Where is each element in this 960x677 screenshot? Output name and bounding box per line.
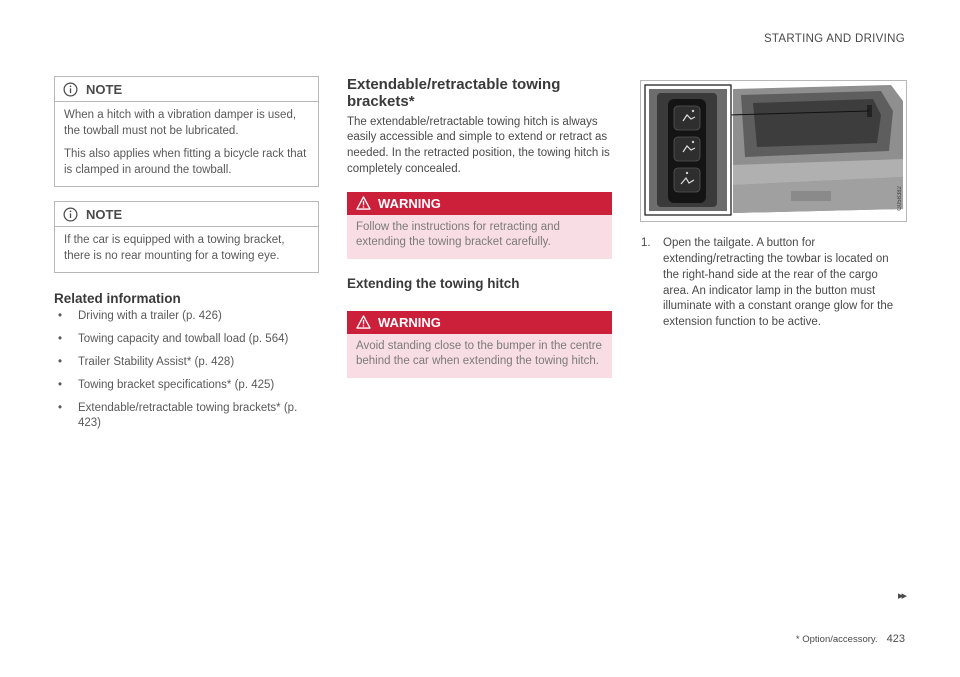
- warning-header: [347, 311, 612, 334]
- related-information-list: [54, 309, 319, 431]
- note-box-2: [54, 201, 319, 273]
- note-box-1: [54, 76, 319, 187]
- intro-paragraph: The extendable/retractable towing hitch is always easily accessible and simple to extend or retract as needed. In the retracted position, the towing hitch is completely concealed.: [347, 115, 610, 176]
- info-circle-icon: [63, 207, 78, 222]
- extending-hitch-heading: Extending the towing hitch: [347, 275, 520, 291]
- note-paragraph: This also applies when fitting a bicycle rack that is clamped in around the towball.: [64, 148, 307, 176]
- section-title: Extendable/retractable towing brackets*: [347, 76, 561, 111]
- note-header: [55, 202, 318, 227]
- note-title: NOTE: [86, 82, 123, 97]
- column-right: [640, 78, 907, 331]
- note-body: [55, 102, 318, 186]
- page-number: 423: [886, 633, 905, 645]
- warning-title: WARNING: [378, 195, 441, 211]
- footnote-option-accessory: * Option/accessory.: [795, 634, 878, 645]
- cargo-area-illustration-graphic: [641, 81, 906, 221]
- continue-next-page-icon: ▸▸: [897, 590, 905, 602]
- info-circle-icon: [63, 82, 78, 97]
- warning-header: [347, 192, 612, 215]
- warning-triangle-icon: [356, 196, 371, 210]
- note-body: [55, 227, 318, 272]
- note-title: NOTE: [86, 207, 123, 223]
- column-left: [54, 76, 319, 439]
- related-information-heading: Related information: [54, 291, 181, 307]
- warning-text: Follow the instructions for retracting and extending the towing bracket carefully.: [356, 220, 560, 248]
- warning-box-2: [347, 311, 612, 378]
- instruction-step: [640, 236, 907, 331]
- note-paragraph: When a hitch with a vibration damper is used, the towball must not be lubricated.: [64, 109, 297, 137]
- related-link-trailer-stability-assist[interactable]: • Trailer Stability Assist* (p. 428): [54, 355, 319, 370]
- step-number: 1.: [641, 237, 651, 249]
- related-link-driving-with-trailer[interactable]: • Driving with a trailer (p. 426): [54, 309, 319, 324]
- note-header: [55, 77, 318, 102]
- column-middle: [347, 76, 612, 378]
- page-header: STARTING AND DRIVING: [763, 33, 905, 45]
- warning-box-1: [347, 192, 612, 259]
- warning-triangle-icon: [356, 315, 371, 329]
- note-paragraph: If the car is equipped with a towing bracket, there is no rear mounting for a towing eye.: [64, 234, 285, 262]
- cargo-area-button-illustration: [640, 80, 907, 222]
- page-footer: [796, 633, 905, 645]
- related-link-retractable-towing-brackets[interactable]: • Extendable/retractable towing brackets* (p. 423): [54, 401, 319, 431]
- warning-text: Avoid standing close to the bumper in the centre behind the car when extending the towing hitch.: [356, 339, 602, 367]
- figure-code: G058382: [897, 186, 903, 211]
- instruction-steps: [640, 236, 907, 331]
- step-text: Open the tailgate. A button for extending/retracting the towbar is located on the right-hand side at the rear of the cargo area. An indicator lamp in the button must illuminate with a constant orange glow for the extension function to be active.: [663, 237, 894, 329]
- related-link-towing-capacity[interactable]: • Towing capacity and towball load (p. 564): [54, 332, 319, 347]
- warning-title: WARNING: [378, 314, 441, 330]
- related-link-towing-bracket-specifications[interactable]: • Towing bracket specifications* (p. 425): [54, 378, 319, 393]
